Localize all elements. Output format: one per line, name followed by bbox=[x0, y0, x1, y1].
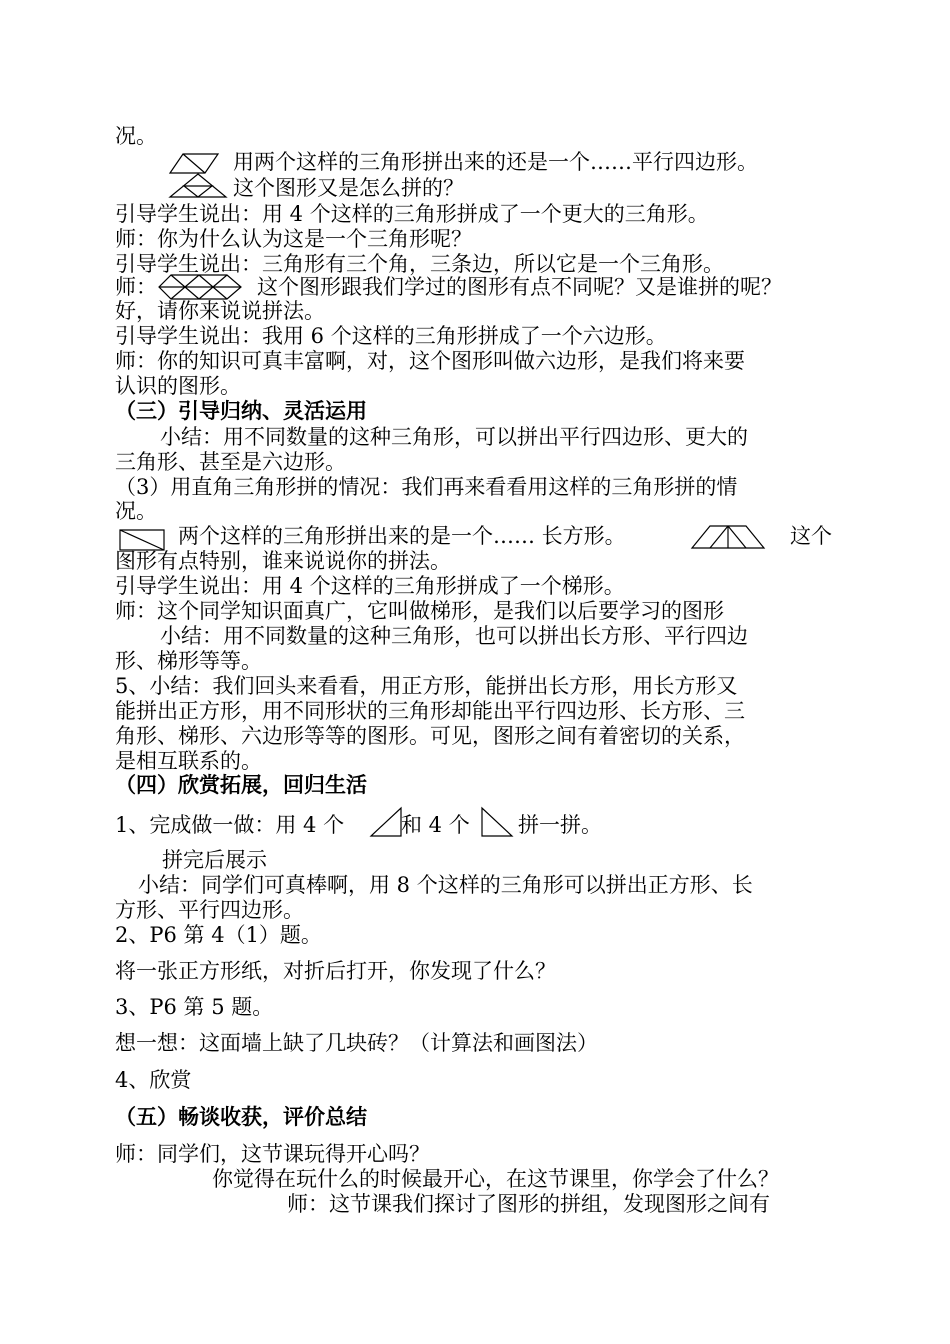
text-line: 师： bbox=[115, 275, 157, 299]
text-line: 两个这样的三角形拼出来的是一个…… 长方形。 bbox=[178, 524, 626, 548]
text-line: 想一想：这面墙上缺了几块砖？（计算法和画图法） bbox=[115, 1031, 598, 1055]
text-line: 小结：用不同数量的这种三角形，也可以拼出长方形、平行四边 bbox=[160, 624, 748, 648]
text-line: 引导学生说出：三角形有三个角，三条边，所以它是一个三角形。 bbox=[115, 252, 724, 276]
text-line: 角形、梯形、六边形等等的图形。可见，图形之间有着密切的关系， bbox=[115, 724, 745, 748]
right-triangle-icon bbox=[369, 806, 403, 838]
text-line: 你觉得在玩什么的时候最开心，在这节课里，你学会了什么？ bbox=[212, 1167, 779, 1191]
text-line: 这个图形又是怎么拼的？ bbox=[233, 176, 464, 200]
right-triangle-icon bbox=[480, 806, 514, 838]
text-line: 2、P6 第 4（1）题。 bbox=[115, 923, 322, 947]
text-line: （3）用直角三角形拼的情况：我们再来看看用这样的三角形拼的情 bbox=[115, 475, 738, 499]
section-heading: （三）引导归纳、灵活运用 bbox=[115, 399, 367, 423]
text-line: 引导学生说出：用 4 个这样的三角形拼成了一个更大的三角形。 bbox=[115, 202, 709, 226]
text-line: 好，请你来说说拼法。 bbox=[115, 299, 325, 323]
section-heading: （四）欣赏拓展，回归生活 bbox=[115, 773, 367, 797]
text-line: 能拼出正方形，用不同形状的三角形却能出平行四边形、长方形、三 bbox=[115, 699, 745, 723]
text-line: 师：这节课我们探讨了图形的拼组，发现图形之间有 bbox=[287, 1192, 770, 1216]
trapezoid-figure bbox=[690, 524, 766, 550]
text-line: 4、欣赏 bbox=[115, 1068, 192, 1092]
big-triangle-figure bbox=[168, 174, 228, 198]
text-line: 1、完成做一做：用 4 个 bbox=[115, 813, 345, 837]
text-line: 5、小结：我们回头来看看，用正方形，能拼出长方形，用长方形又 bbox=[115, 674, 738, 698]
text-line: 将一张正方形纸，对折后打开，你发现了什么？ bbox=[115, 959, 556, 983]
text-line: 师：你的知识可真丰富啊，对，这个图形叫做六边形，是我们将来要 bbox=[115, 349, 745, 373]
text-line: 况。 bbox=[115, 124, 157, 148]
rectangle-figure bbox=[118, 528, 166, 552]
text-line: 这个 bbox=[790, 524, 832, 548]
text-line: 师：你为什么认为这是一个三角形呢？ bbox=[115, 227, 472, 251]
text-line: 用两个这样的三角形拼出来的还是一个……平行四边形。 bbox=[233, 150, 758, 174]
text-line: 形、梯形等等。 bbox=[115, 649, 262, 673]
hexagon-figure bbox=[157, 273, 243, 301]
text-line: 这个图形跟我们学过的图形有点不同呢？又是谁拼的呢？ bbox=[257, 275, 782, 299]
text-line: 三角形、甚至是六边形。 bbox=[115, 450, 346, 474]
text-line: 和 4 个 bbox=[401, 813, 470, 837]
text-line: 方形、平行四边形。 bbox=[115, 898, 304, 922]
text-line: 师：同学们，这节课玩得开心吗？ bbox=[115, 1142, 430, 1166]
text-line: 小结：同学们可真棒啊，用 8 个这样的三角形可以拼出正方形、长 bbox=[138, 873, 753, 897]
text-line: 拼完后展示 bbox=[162, 848, 267, 872]
text-line: 师：这个同学知识面真广，它叫做梯形，是我们以后要学习的图形 bbox=[115, 599, 724, 623]
parallelogram-figure bbox=[170, 154, 220, 174]
text-line: 况。 bbox=[115, 499, 157, 523]
section-heading: （五）畅谈收获，评价总结 bbox=[115, 1105, 367, 1129]
text-line: 图形有点特别，谁来说说你的拼法。 bbox=[115, 549, 451, 573]
text-line: 3、P6 第 5 题。 bbox=[115, 995, 274, 1019]
text-line: 拼一拼。 bbox=[518, 813, 602, 837]
text-line: 认识的图形。 bbox=[115, 374, 241, 398]
text-line: 引导学生说出：我用 6 个这样的三角形拼成了一个六边形。 bbox=[115, 324, 667, 348]
text-line: 是相互联系的。 bbox=[115, 749, 262, 773]
text-line: 引导学生说出：用 4 个这样的三角形拼成了一个梯形。 bbox=[115, 574, 625, 598]
text-line: 小结：用不同数量的这种三角形，可以拼出平行四边形、更大的 bbox=[160, 425, 748, 449]
